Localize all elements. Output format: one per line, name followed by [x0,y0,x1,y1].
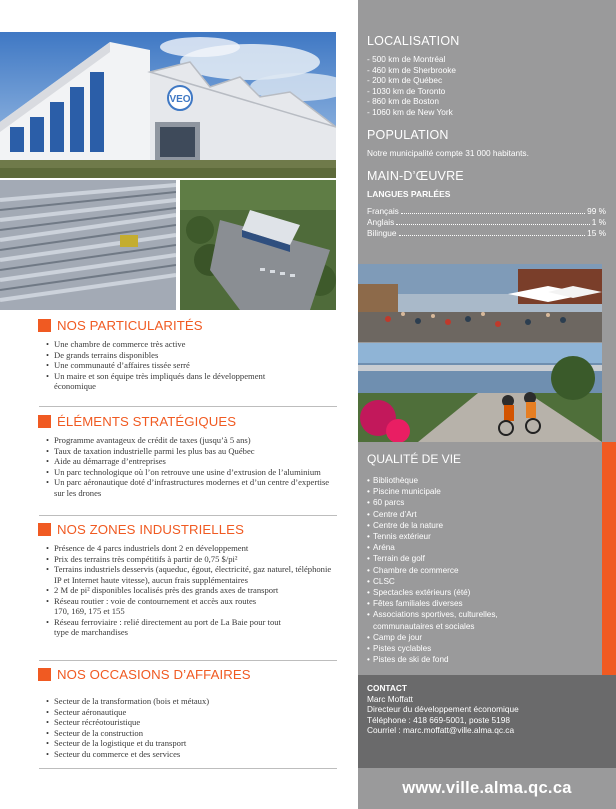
divider [39,660,337,661]
section-title: NOS PARTICULARITÉS [57,318,203,333]
list-item: • CLSC [367,576,592,587]
section-list [46,435,338,498]
qualite-de-vie [358,442,602,665]
list-item: • 2 M de pi² disponibles localisés près des grands axes de transport [46,585,338,596]
list-item: • Bibliothèque [367,475,592,486]
divider [39,515,337,516]
list-item: • Réseau ferroviaire : relié directement au port de La Baie pour tout type de marchandises [46,617,296,638]
list-item: • Aide au démarrage d’entreprises [46,456,338,467]
list-item: - 1060 km de New York [367,106,453,117]
list-item: - 860 km de Boston [367,96,439,107]
list-item: • Réseau routier : voie de contournement et accès aux routes 170, 169, 175 et 155 [46,596,271,617]
section-zones-industrielles [38,522,338,638]
section-occasions-affaires [38,667,338,759]
list-item: • Présence de 4 parcs industriels dont 2 en développement [46,543,338,554]
list-item: • Piscine municipale [367,486,592,497]
building-photo [0,32,336,178]
aluminum-profiles-photo [0,180,176,310]
sidebar-info [358,0,616,264]
list-item: • De grands terrains disponibles [46,350,338,361]
contact-name: Marc Moffatt [367,694,413,704]
list-item: • Taux de taxation industrielle parmi les plus bas au Québec [46,446,338,457]
language-row [367,206,606,217]
orange-accent-bar [602,442,616,712]
list-item: • Prix des terrains très compétitifs à partir de 0,75 $/pi² [46,554,338,565]
orange-square-icon [38,415,51,428]
list-item: • Secteur de la transformation (bois et métaux) [46,696,338,707]
list-item: - 1030 km de Toronto [367,85,446,96]
street-festival-photo [358,264,602,342]
section-title: ÉLÉMENTS STRATÉGIQUES [57,414,237,429]
bike-path-photo [358,343,602,442]
list-item: • Terrain de golf [367,553,592,564]
contact-email[interactable]: Courriel : marc.moffatt@ville.alma.qc.ca [367,725,515,736]
list-item: • Une chambre de commerce très active [46,339,338,350]
qualite-de-vie-title: QUALITÉ DE VIE [367,452,462,466]
list-item: • Fêtes familiales diverses [367,598,592,609]
list-item: • Un parc technologique où l’on retrouve une usine d’extrusion de l’aluminium [46,467,338,478]
contact-phone: Téléphone : 418 669-5001, poste 5198 [367,714,511,725]
orange-square-icon [38,668,51,681]
list-item: • Centre de la nature [367,520,592,531]
language-value: 15 % [587,227,606,238]
building-sign: VEO [169,94,191,105]
list-item: • Secteur de la construction [46,728,338,739]
language-value: 99 % [587,205,606,216]
list-item: • Pistes cyclables [367,643,592,654]
section-title: NOS ZONES INDUSTRIELLES [57,522,244,537]
list-item: • Associations sportives, culturelles, communautaires et sociales [367,609,517,631]
section-particularites [38,318,338,392]
list-item: - 500 km de Montréal [367,54,446,64]
contact-role: Directeur du développement économique [367,704,519,715]
population-text: Notre municipalité compte 31 000 habitants. [367,147,529,158]
language-row [367,228,606,239]
orange-square-icon [38,319,51,332]
language-name: Bilingue [367,227,397,238]
section-list [46,696,338,759]
language-row [367,217,606,228]
list-item: • Un parc aéronautique doté d’infrastructures modernes et d’un centre d’expertise sur les drones [46,477,338,498]
list-item: • Secteur récréotouristique [46,717,338,728]
orange-square-icon [38,523,51,536]
list-item: • Un maire et son équipe très impliqués dans le développement économique [46,371,286,392]
localisation-list [367,54,606,118]
list-item: • Tennis extérieur [367,531,592,542]
section-elements-strategiques [38,414,338,498]
contact-title: CONTACT [367,683,407,693]
aerial-industrial-park-photo [180,180,336,310]
language-value: 1 % [591,216,606,227]
list-item: • Programme avantageux de crédit de taxes (jusqu’à 5 ans) [46,435,338,446]
langues-subtitle: LANGUES PARLÉES [367,188,451,199]
section-list [46,339,338,392]
divider [39,406,337,407]
section-list [46,543,338,638]
list-item: • Une communauté d’affaires tissée serré [46,360,338,371]
qualite-de-vie-list [367,475,592,665]
list-item: • Chambre de commerce [367,565,592,576]
list-item: • 60 parcs [367,497,592,508]
section-title: NOS OCCASIONS D’AFFAIRES [57,667,251,682]
contact-box [358,675,616,768]
list-item: - 460 km de Sherbrooke [367,64,457,75]
list-item: • Centre d’Art [367,509,592,520]
localisation-title: LOCALISATION [367,34,460,48]
list-item: • Camp de jour [367,632,592,643]
list-item: - 200 km de Québec [367,75,443,86]
list-item: • Secteur aéronautique [46,707,338,718]
list-item: • Aréna [367,542,592,553]
population-title: POPULATION [367,127,449,142]
language-name: Français [367,205,399,216]
list-item: • Pistes de ski de fond [367,654,592,665]
list-item: • Terrains industriels desservis (aqueduc, égout, électricité, gaz naturel, téléphonie IP et Internet haute vitesse), aucun frais supplémentaires [46,564,338,585]
website-link[interactable]: www.ville.alma.qc.ca [358,768,616,809]
divider [39,768,337,769]
main-oeuvre-title: MAIN-D’ŒUVRE [367,168,464,183]
language-name: Anglais [367,216,395,227]
list-item: • Secteur du commerce et des services [46,749,338,760]
list-item: • Secteur de la logistique et du transport [46,738,338,749]
list-item: • Spectacles extérieurs (été) [367,587,592,598]
